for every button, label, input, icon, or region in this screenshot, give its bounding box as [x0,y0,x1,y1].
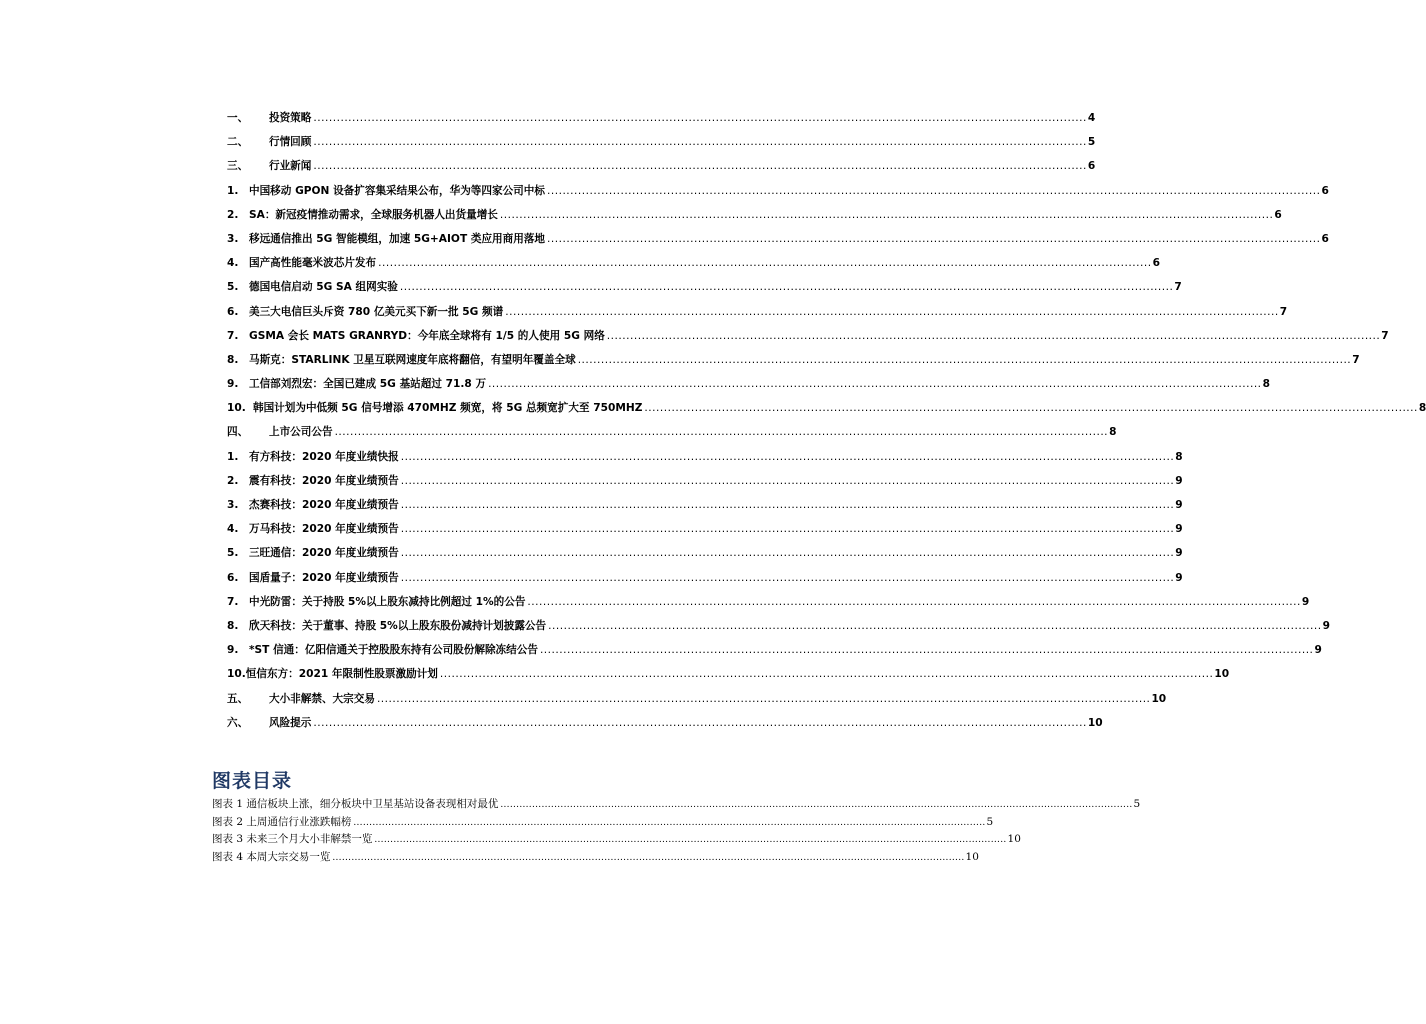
toc-entry-number: 四、 [227,426,249,439]
toc-entry-title: 上市公司公告 [269,426,333,439]
toc-entry[interactable] [227,203,1282,227]
toc-entry-page: 10 [1214,668,1230,681]
toc-entry-title: 中国移动 GPON 设备扩容集采结果公布，华为等四家公司中标 [249,184,545,197]
toc-leader-dots [498,203,1274,227]
toc-entry-page: 8 [1109,426,1117,439]
toc-entry-number: 8. [227,353,239,366]
toc-entry[interactable] [227,227,1329,251]
toc-entry-number: 10. [227,668,246,681]
toc-entry-page: 8 [1175,450,1183,463]
toc-entry-page: 6 [1087,160,1096,173]
figure-leader-dots [330,850,964,868]
toc-entry-page: 9 [1314,644,1322,657]
toc-entry-page: 7 [1352,353,1360,366]
toc-entry-number: 1. [227,184,239,197]
toc-entry-number: 7. [227,329,239,342]
figure-entry-title: 图表 2 上周通信行业涨跌幅榜 [212,815,352,828]
toc-entry-number: 8. [227,619,239,632]
toc-entry[interactable] [227,445,1183,469]
toc-entry-number: 10. [227,402,246,415]
toc-leader-dots [438,662,1214,686]
toc-entry[interactable] [227,300,1288,324]
toc-entry-number: 三、 [227,160,249,173]
toc-entry[interactable] [227,687,1167,711]
toc-entry-title: 杰赛科技：2020 年度业绩预告 [249,499,399,511]
toc-entry-title: 有方科技：2020 年度业绩快报 [249,450,399,463]
toc-leader-dots [576,348,1352,372]
figure-leader-dots [372,832,1006,850]
toc-entry-title: 移远通信推出 5G 智能模组，加速 5G+AIOT 类应用商用落地 [249,232,546,245]
toc-entry-title: 欣天科技：关于董事、持股 5%以上股东股份减持计划披露公告 [249,619,547,632]
toc-entry-number: 1. [227,450,239,463]
toc-entry-page: 7 [1381,329,1389,342]
toc-entry-title: 工信部刘烈宏：全国已建成 5G 基站超过 71.8 万 [249,378,487,391]
toc-leader-dots [642,396,1418,420]
toc-entry[interactable] [227,614,1330,638]
toc-entry[interactable] [227,590,1310,614]
toc-entry-title: 大小非解禁、大宗交易 [269,692,375,705]
toc-entry-number: 五、 [227,692,249,705]
toc-entry-page: 9 [1175,523,1183,536]
toc-leader-dots [399,493,1175,517]
toc-entry-page: 6 [1321,184,1329,197]
toc-entry[interactable] [227,493,1183,517]
toc-entry[interactable] [227,251,1160,275]
toc-entry-page: 8 [1418,402,1426,415]
toc-entry-page: 9 [1322,619,1330,632]
toc-entry[interactable] [227,517,1183,541]
toc-entry[interactable] [227,420,1117,444]
toc-leader-dots [333,420,1109,444]
toc-entry[interactable] [227,106,1096,130]
toc-entry-title: 德国电信启动 5G SA 组网实验 [249,281,398,294]
toc-entry-title: 美三大电信巨头斥资 780 亿美元买下新一批 5G 频谱 [249,305,504,318]
toc-leader-dots [525,590,1301,614]
toc-entry[interactable] [227,469,1183,493]
toc-entry-title: 恒信东方：2021 年限制性股票激励计划 [245,668,438,681]
toc-entry[interactable] [227,566,1183,590]
toc-entry-number: 4. [227,523,239,536]
toc-entry-title: 风险提示 [269,716,312,729]
toc-entry-page: 9 [1175,547,1183,560]
figure-entry-title: 图表 3 未来三个月大小非解禁一览 [212,833,373,845]
toc-entry-title: *ST 信通：亿阳信通关于控股股东持有公司股份解除冻结公告 [249,644,538,657]
toc-entry-title: 中光防雷：关于持股 5%以上股东减持比例超过 1%的公告 [249,595,526,608]
toc-leader-dots [546,614,1322,638]
toc-entry-page: 4 [1087,112,1096,124]
toc-entry-number: 一、 [227,112,249,124]
figures-list [212,796,1141,866]
toc-entry-number: 5. [227,281,239,294]
toc-entry-number: 3. [227,232,239,245]
figure-entry-page: 5 [986,815,994,828]
toc-entry[interactable] [227,348,1360,372]
toc-leader-dots [486,372,1262,396]
toc-entry[interactable] [227,662,1230,686]
toc-entry-number: 2. [227,208,239,221]
toc-entry-page: 10 [1087,716,1103,729]
figure-entry-title: 图表 1 通信板块上涨，细分板块中卫星基站设备表现相对最优 [212,798,499,810]
toc-entry-number: 六、 [227,716,249,729]
toc-entry-page: 6 [1321,232,1329,245]
toc-leader-dots [399,541,1175,565]
toc-entry-number: 9. [227,378,239,391]
toc-entry[interactable] [227,396,1426,420]
toc-entry-number: 7. [227,595,239,608]
toc-entry-number: 3. [227,499,239,511]
toc-leader-dots [503,300,1279,324]
toc-entry-title: 国产高性能毫米波芯片发布 [249,257,377,270]
figures-list-heading: 图表目录 [212,770,293,792]
toc-entry-title: GSMA 会长 MATS GRANRYD：今年底全球将有 1/5 的人使用 5G 网络 [249,329,605,342]
toc-entry[interactable] [227,275,1182,299]
figure-entry[interactable] [212,849,979,867]
toc-entry-page: 8 [1262,378,1270,391]
toc-entry[interactable] [227,711,1103,735]
toc-entry-number: 二、 [227,136,249,149]
figure-entry-page: 10 [1007,833,1021,845]
toc-entry-number: 5. [227,547,239,560]
figure-entry-title: 图表 4 本周大宗交易一览 [212,850,331,863]
toc-entry[interactable] [227,541,1183,565]
toc-entry-number: 2. [227,474,239,487]
toc-leader-dots [376,251,1152,275]
toc-entry-number: 6. [227,571,239,584]
toc-entry-page: 6 [1274,208,1282,221]
toc-leader-dots [399,469,1175,493]
toc-entry-number: 9. [227,644,239,657]
toc-leader-dots [399,517,1175,541]
toc-leader-dots [399,445,1175,469]
toc-entry-page: 7 [1279,305,1288,318]
toc-leader-dots [538,638,1314,662]
toc-entry-page: 6 [1152,257,1160,270]
toc-leader-dots [545,179,1321,203]
toc-entry[interactable] [227,154,1096,178]
figure-entry-page: 5 [1133,798,1141,810]
toc-leader-dots [311,106,1087,130]
toc-entry[interactable] [227,130,1096,154]
toc-entry-title: 行业新闻 [269,160,312,173]
toc-leader-dots [375,687,1151,711]
toc-entry-page: 7 [1174,281,1182,294]
toc-entry-page: 9 [1175,571,1183,584]
figure-entry[interactable] [212,814,994,832]
toc-entry-title: 韩国计划为中低频 5G 信号增添 470MHZ 频宽，将 5G 总频宽扩大至 750MHZ [253,402,643,415]
toc-leader-dots [399,566,1175,590]
toc-entry-page: 5 [1087,136,1096,149]
toc-entry-title: 震有科技：2020 年度业绩预告 [249,474,399,487]
toc-entry-title: 投资策略 [269,112,312,124]
toc-entry[interactable] [227,324,1389,348]
toc-entry-number: 4. [227,257,239,270]
toc-entry-page: 9 [1301,595,1310,608]
toc-leader-dots [398,275,1174,299]
toc-entry-title: 行情回顾 [269,136,312,149]
toc-entry-page: 9 [1175,499,1183,511]
toc-entry[interactable] [227,179,1329,203]
toc-leader-dots [545,227,1321,251]
figure-entry[interactable] [212,796,1141,814]
toc-entry-title: 马斯克：STARLINK 卫星互联网速度年底将翻倍，有望明年覆盖全球 [249,353,576,366]
toc-entry-title: 国盾量子：2020 年度业绩预告 [249,571,399,584]
toc-leader-dots [311,711,1087,735]
figure-entry[interactable] [212,831,1021,849]
table-of-contents [227,106,1426,735]
toc-entry-title: 三旺通信：2020 年度业绩预告 [249,547,399,560]
figure-entry-page: 10 [965,850,979,863]
toc-entry[interactable] [227,372,1270,396]
toc-entry-page: 9 [1175,474,1183,487]
figure-leader-dots [498,797,1132,815]
toc-entry[interactable] [227,638,1322,662]
toc-leader-dots [311,130,1087,154]
toc-leader-dots [605,324,1381,348]
toc-entry-title: SA：新冠疫情推动需求，全球服务机器人出货量增长 [249,208,498,221]
figure-leader-dots [351,815,985,833]
toc-entry-title: 万马科技：2020 年度业绩预告 [249,523,399,536]
toc-entry-page: 10 [1151,692,1167,705]
toc-leader-dots [311,154,1087,178]
toc-entry-number: 6. [227,305,239,318]
